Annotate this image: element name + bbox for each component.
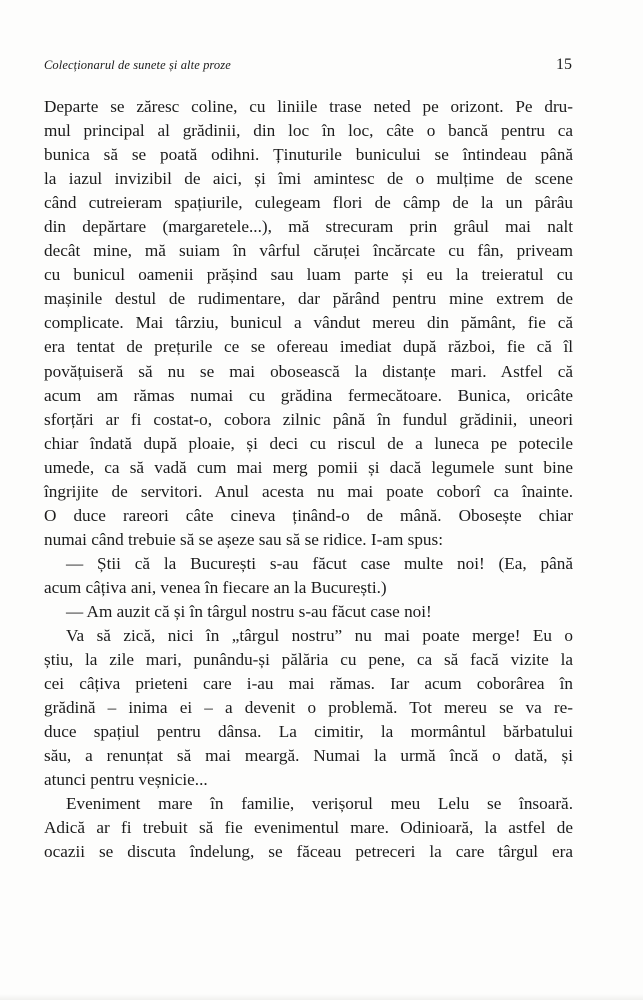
text-line: Adică ar fi trebuit să fie evenimentul mare. Odinioară, la astfel de (44, 818, 573, 838)
text-line: îngrijite de servitori. Anul acesta nu mai poate coborî ca înainte. (44, 481, 573, 501)
dialogue-line: — Am auzit că și în târgul nostru s-au făcut case noi! (66, 601, 432, 621)
text-line: acum am rămas numai cu grădina fermecătoare. Bunica, oricâte (44, 385, 573, 405)
text-line: Eveniment mare în familie, verișorul meu Lelu se însoară. (66, 794, 573, 814)
text-line: Departe se zăresc coline, cu liniile trase neted pe orizont. Pe dru- (44, 97, 573, 116)
text-line: umede, ca să vadă cum mai merg pomii și dacă legumele sunt bine (44, 457, 573, 477)
text-line: povățuiseră să nu se mai obosească la distanțe mari. Astfel că (44, 361, 573, 381)
running-title: Colecționarul de sunete și alte proze (44, 58, 231, 72)
body-text (44, 95, 573, 865)
text-line: grădină – inima ei – a devenit o problemă. Tot mereu se va re- (44, 698, 573, 718)
text-line: decât mine, mă suiam în vârful căruței încărcate cu fân, priveam (44, 241, 573, 261)
text-line: ocazii se discuta îndelung, se făceau petreceri la care târgul era (44, 842, 573, 862)
text-line: numai când trebuie să se așeze sau să se ridice. I-am spus: (44, 529, 443, 549)
scan-shadow (0, 994, 643, 1000)
text-line: atunci pentru veșnicie... (44, 770, 208, 790)
text-line: Va să zică, nici în „târgul nostru” nu mai poate merge! Eu o (66, 626, 573, 646)
text-line: cei câțiva prieteni care i-au mai rămas. Iar acum coborârea în (44, 674, 573, 694)
text-line: sforțări ar fi costat-o, cobora zilnic până în fundul grădinii, uneori (44, 409, 573, 429)
text-line: știu, la zile mari, punându-și pălăria cu pene, ca să facă vizite la (44, 650, 573, 670)
text-line: O duce rareori câte cineva ținând-o de mână. Obosește chiar (44, 505, 573, 525)
text-line: mul principal al grădinii, din loc în loc, câte o bancă pentru ca (44, 121, 573, 141)
text-line: când cutreieram spațiurile, culegeam flori de câmp de la un pârâu (44, 193, 573, 213)
dialogue-line: — Știi că la București s-au făcut case multe noi! (Ea, până (66, 553, 573, 573)
text-line: duce spațiul pentru dânsa. La cimitir, la mormântul bărbatului (44, 722, 573, 742)
text-line: chiar îndată după ploaie, și deci cu riscul de a luneca pe potecile (44, 433, 573, 453)
text-line: bunica să se poată odihni. Ținuturile bunicului se întindeau până (44, 145, 573, 165)
text-line: la iazul invizibil de aici, și îmi amintesc de o mulțime de scene (44, 169, 573, 189)
text-line: din depărtare (margaretele...), mă strecuram prin grâul mai nalt (44, 217, 573, 237)
text-line: său, a renunțat să mai meargă. Numai la urmă încă o dată, și (44, 746, 573, 766)
text-line: complicate. Mai târziu, bunicul a vândut mereu din pământ, fie că (44, 313, 573, 333)
page-number: 15 (556, 56, 572, 73)
text-line: acum câțiva ani, venea în fiecare an la București.) (44, 577, 387, 597)
text-line: era tentat de prețurile ce se ofereau imediat după război, fie că îl (44, 337, 573, 357)
text-line: mașinile destul de rudimentare, dar părând pentru mine extrem de (44, 289, 573, 309)
text-line: cu bunicul oamenii prășind sau luam parte și eu la treieratul cu (44, 265, 573, 285)
